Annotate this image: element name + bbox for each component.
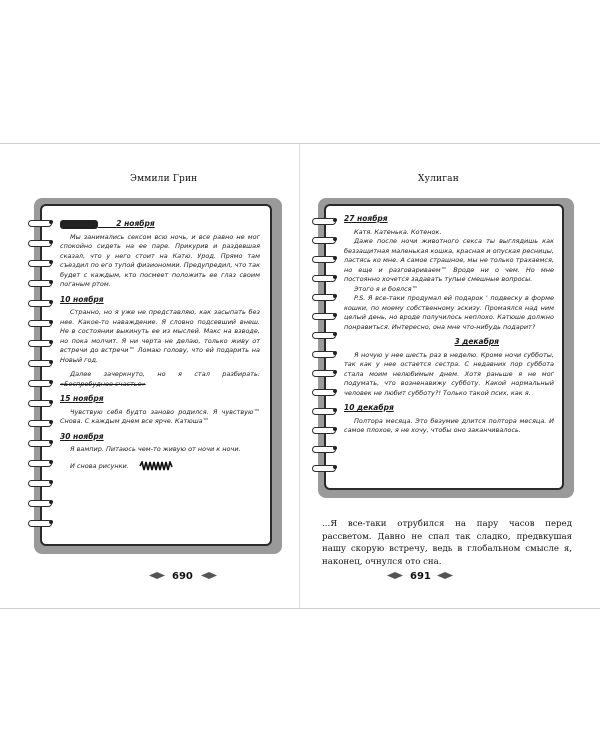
ring — [312, 313, 336, 320]
ring — [312, 465, 336, 472]
ornament-icon — [436, 571, 454, 580]
entry-date: 10 ноября — [60, 294, 104, 304]
entry-text: Далее зачеркнуто, но я стал разбирать: «Беспробудное счастье» — [60, 370, 260, 388]
ring — [28, 480, 52, 487]
ring — [28, 420, 52, 427]
running-head-left: Эммили Грин — [130, 174, 198, 184]
entry-date: 10 декабря — [344, 403, 394, 412]
entry-date: 15 ноября — [60, 394, 104, 403]
entry-text: P.S. Я все-таки продумал ей подарок ' подвеску в форме кошки, по моему собственному эскизу. Промаялся над ним целый день, но вроде получилось неплохо. Катюше должно понравиться. Интересно, она мне что-нибудь подарит? — [344, 294, 554, 331]
body-text-right: ...Я все-таки отрубился на пару часов перед рассветом. Давно не спал так сладко, предвкушая нашу скорую встречу, ведь в глобальном смысле я, наконец, очнулся ото сна. — [322, 519, 572, 567]
ring — [312, 294, 336, 301]
ring — [28, 380, 52, 387]
notebook-page-left — [40, 204, 272, 546]
ornament-icon — [200, 571, 218, 580]
entry-text: Я вампир. Питаюсь чем-то живую от ночи к ночи. — [70, 445, 241, 453]
ring — [28, 260, 52, 267]
gutter — [299, 144, 300, 608]
ring — [28, 300, 52, 307]
ring — [28, 440, 52, 447]
entry-text: Чувствую себя будто заново родился. Я чувствую™ Снова. С каждым днем все ярче. Катюша™ — [60, 407, 260, 425]
ring — [312, 408, 336, 415]
drawing-scribble-icon — [139, 461, 173, 471]
notebook-page-right — [324, 204, 564, 490]
ring — [28, 400, 52, 407]
entry-date: 30 ноября — [60, 431, 104, 441]
ring — [312, 446, 336, 453]
ring — [28, 220, 52, 227]
ring — [312, 237, 336, 244]
ring — [312, 218, 336, 225]
ring — [28, 340, 52, 347]
entry-text: Даже после ночи животного секса ты выглядишь как беззащитная маленькая кошка, красная и опуская ресницы, ластясь ко мне. А самое страшное, мы не только трахаемся, но еще и разговариваем™ Вроде ни о чем. Но мне постоянно хочется задавать тупые смешные вопросы. — [344, 237, 554, 283]
entry-date: 3 декабря — [454, 337, 499, 346]
entry-date: 27 ноября — [344, 214, 388, 223]
entry-text: Странно, но я уже не представляю, как засыпать без нее. Какое-то наваждение. Я словно подсевший внеш. Не в состоянии выкинуть ее из мыслей. Макс на взводе, но пока молчит. Я ни черта не делаю, только живу от встречи до встречи™ Ломаю голову, что ей подарить на Новый год. — [60, 308, 260, 364]
ring — [28, 320, 52, 327]
ring — [28, 460, 52, 467]
ornament-icon — [148, 571, 166, 580]
ring — [312, 332, 336, 339]
ring — [312, 351, 336, 358]
ornament-icon — [386, 571, 404, 580]
ring — [28, 280, 52, 287]
entry-text: Я ночую у нее шесть раз в неделю. Кроме ночи субботы, так как у нее остается сестра. С недавних пор суббота стала моим нелюбимым днем. Хотя раньше я не мог подумать, что возненавижу субботу. Какой нормальный человек не любит субботу?! Только такой псих, как я. — [344, 350, 554, 397]
ring — [312, 256, 336, 263]
ring — [28, 240, 52, 247]
running-head-right: Хулиган — [418, 174, 459, 184]
entry-text: Полтора месяца. Это безумие длится полтора месяца. И самое плохое, я не хочу, чтобы оно заканчивалось. — [344, 416, 554, 434]
page-number-right: 691 — [410, 571, 431, 582]
ring — [28, 360, 52, 367]
entry-text: Мы занимались сексом всю ночь, и все равно не мог спокойно сидеть на ее паре. Прикурив и раздевшая сказал, что у него стоит на Катю. Урод. Прямо там съездил по его тупой физиономии. Предупредил, что так будет с каждым, кто посмеет положить ее глаз своим поганым ртом. — [60, 232, 260, 288]
diary-text-right — [344, 212, 554, 436]
struck-text: «Беспробудное счастье» — [60, 379, 146, 388]
scribble-mark — [60, 220, 98, 229]
diary-text-left — [60, 214, 260, 471]
ring — [312, 275, 336, 282]
ring — [312, 370, 336, 377]
page-number-left: 690 — [172, 571, 193, 582]
entry-text: И снова рисунки. — [60, 461, 260, 472]
ring — [28, 520, 52, 527]
entry-date: 2 ноября — [60, 219, 260, 229]
entry-text: Катя. Катенька. Котенок. — [354, 227, 442, 236]
ring — [312, 427, 336, 434]
ring — [28, 500, 52, 507]
entry-text: Этого я и боялся™ — [354, 284, 419, 293]
ring — [312, 389, 336, 396]
book-spread — [0, 143, 600, 609]
